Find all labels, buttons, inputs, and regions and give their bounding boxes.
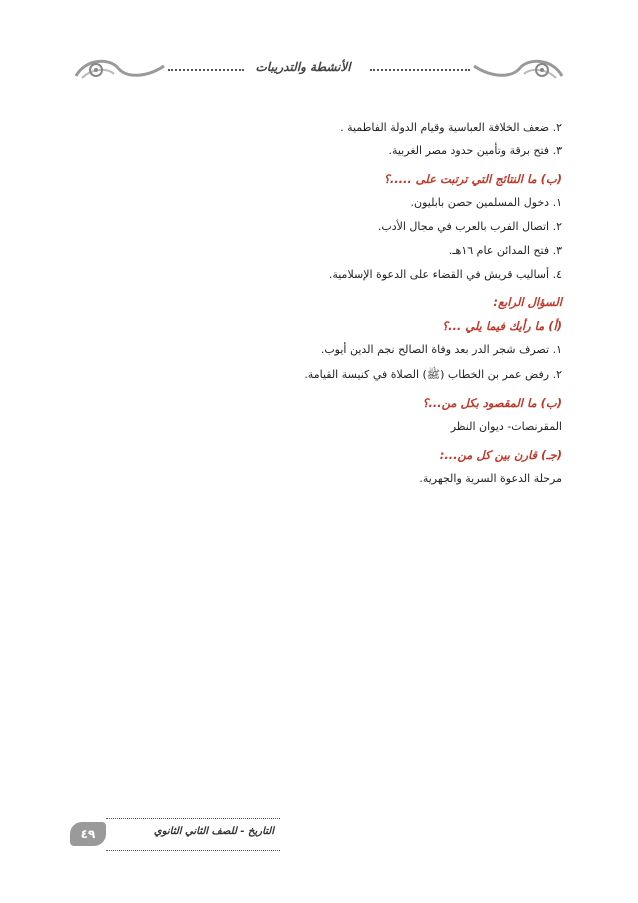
header-dots-right — [370, 69, 470, 71]
section-heading: السؤال الرابع: — [493, 295, 562, 309]
page-number-badge: ٤٩ — [70, 822, 106, 846]
section-heading: (ب) ما النتائج التي ترتبت على .....؟ — [383, 172, 562, 186]
header-dots-left — [168, 69, 244, 71]
text-line: ٢. ضعف الخلافة العباسية وقيام الدولة الفاطمية . — [340, 121, 562, 134]
text-line: ٤. أساليب قريش في القضاء على الدعوة الإسلامية. — [328, 268, 562, 281]
text-line: ١. تصرف شجر الدر بعد وفاة الصالح نجم الدين أيوب. — [320, 343, 562, 356]
text-line: ٢. رفض عمر بن الخطاب (ﷺ) الصلاة في كنيسة القيامة. — [304, 368, 562, 381]
text-line: ٣. فتح المدائن عام ١٦هـ. — [448, 244, 562, 257]
section-heading: (ب) ما المقصود بكل من...؟ — [422, 396, 562, 410]
ornament-right-icon — [470, 54, 566, 86]
page-header — [0, 50, 638, 90]
text-line: ٢. اتصال الفرب بالعرب في مجال الأدب. — [377, 220, 562, 233]
text-line: مرحلة الدعوة السرية والجهرية. — [419, 472, 562, 485]
page-footer — [70, 818, 280, 852]
text-line: ١. دخول المسلمين حصن بابليون. — [410, 196, 562, 209]
page-title: الأنشطة والتدريبات — [255, 60, 351, 74]
footer-dots-bottom — [106, 850, 280, 851]
ornament-left-icon — [72, 54, 168, 86]
section-heading: (جـ) قارن بين كل من...: — [439, 448, 562, 462]
footer-dots-top — [106, 818, 280, 819]
text-line: ٣. فتح برقة وتأمين حدود مصر الغربية. — [388, 144, 562, 157]
footer-title: التاريخ - للصف الثاني الثانوي — [153, 826, 274, 837]
section-heading: (أ) ما رأيك فيما يلي ...؟ — [442, 319, 562, 333]
text-line: المقرنصات- ديوان النظر — [450, 420, 562, 433]
